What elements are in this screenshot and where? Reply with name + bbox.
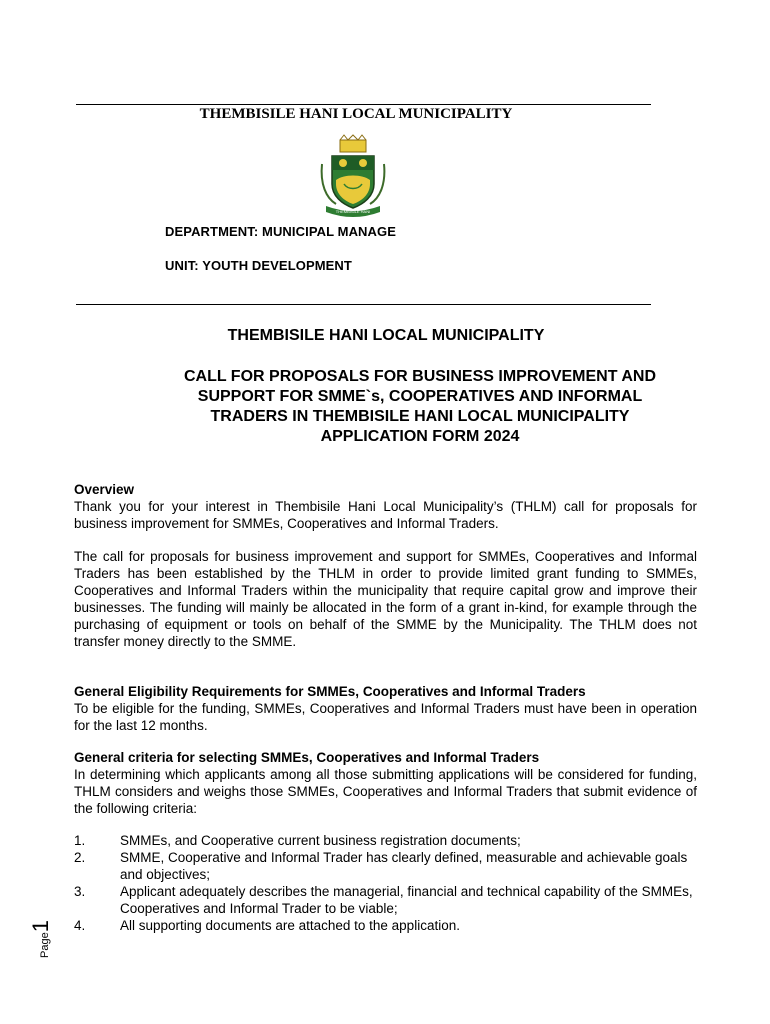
eligibility-text: To be eligible for the funding, SMMEs, Cooperatives and Informal Traders must have been in operation for the last 12 months. (74, 701, 697, 733)
overview-paragraph: Thank you for your interest in Thembisile Hani Local Municipality’s (THLM) call for proposals for business improvement for SMMEs, Cooperatives and Informal Traders. (74, 499, 697, 531)
list-item: 3. Applicant adequately describes the managerial, financial and technical capability of the SMMEs, Cooperatives and Informal Trader to be viable; (74, 884, 693, 916)
department-label: DEPARTMENT: MUNICIPAL MANAGE (165, 224, 397, 239)
list-item: 2. SMME, Cooperative and Informal Trader has clearly defined, measurable and achievable goals and objectives; (74, 850, 688, 882)
page-word: Page (39, 932, 51, 958)
document-municipality-title: THEMBISILE HANI LOCAL MUNICIPALITY (227, 327, 545, 344)
title-line: CALL FOR PROPOSALS FOR BUSINESS IMPROVEMENT AND (183, 368, 657, 385)
municipal-crest-logo (318, 134, 388, 220)
list-item: 1. SMMEs, and Cooperative current business registration documents; (74, 833, 521, 848)
header-top-rule (76, 104, 651, 105)
unit-label: UNIT: YOUTH DEVELOPMENT (165, 258, 352, 273)
title-line: TRADERS IN THEMBISILE HANI LOCAL MUNICIPALITY (210, 408, 630, 425)
overview-paragraph-2: The call for proposals for business improvement and support for SMMEs, Cooperatives and Informal Traders has been established by the THLM in order to provide limited grant funding to SMMEs, Cooperatives and Informal Traders within the municipality that require capital grow and improve their businesses. The funding will mainly be allocated in the form of a grant in-kind, for example through the purchasing of equipment or tools on behalf of the SMME by the Municipality. The THLM does not transfer money directly to the SMME. (74, 549, 697, 649)
eligibility-section (74, 683, 697, 734)
header-bottom-rule (76, 304, 651, 305)
criteria-list (74, 832, 697, 934)
overview-heading: Overview (74, 482, 135, 497)
title-line: APPLICATION FORM 2024 (320, 428, 520, 445)
eligibility-heading: General Eligibility Requirements for SMMEs, Cooperatives and Informal Traders (74, 684, 586, 699)
criteria-section (74, 749, 697, 817)
page-number: 1 (28, 920, 53, 933)
criteria-heading: General criteria for selecting SMMEs, Cooperatives and Informal Traders (74, 750, 540, 765)
list-item: 4. All supporting documents are attached to the application. (74, 918, 460, 933)
header-municipality-name: THEMBISILE HANI LOCAL MUNICIPALITY (199, 106, 513, 122)
criteria-text: In determining which applicants among all those submitting applications will be considered for funding, THLM considers and weighs those SMMEs, Cooperatives and Informal Traders that submit evidence of the following criteria: (74, 767, 697, 816)
overview-section (74, 481, 697, 532)
page-number-marker (28, 920, 54, 958)
call-for-proposals-title (100, 367, 740, 447)
title-line: SUPPORT FOR SMME`s, COOPERATIVES AND INFORMAL (197, 388, 643, 405)
svg-text:THEMBISILE HANI: THEMBISILE HANI (335, 209, 371, 214)
